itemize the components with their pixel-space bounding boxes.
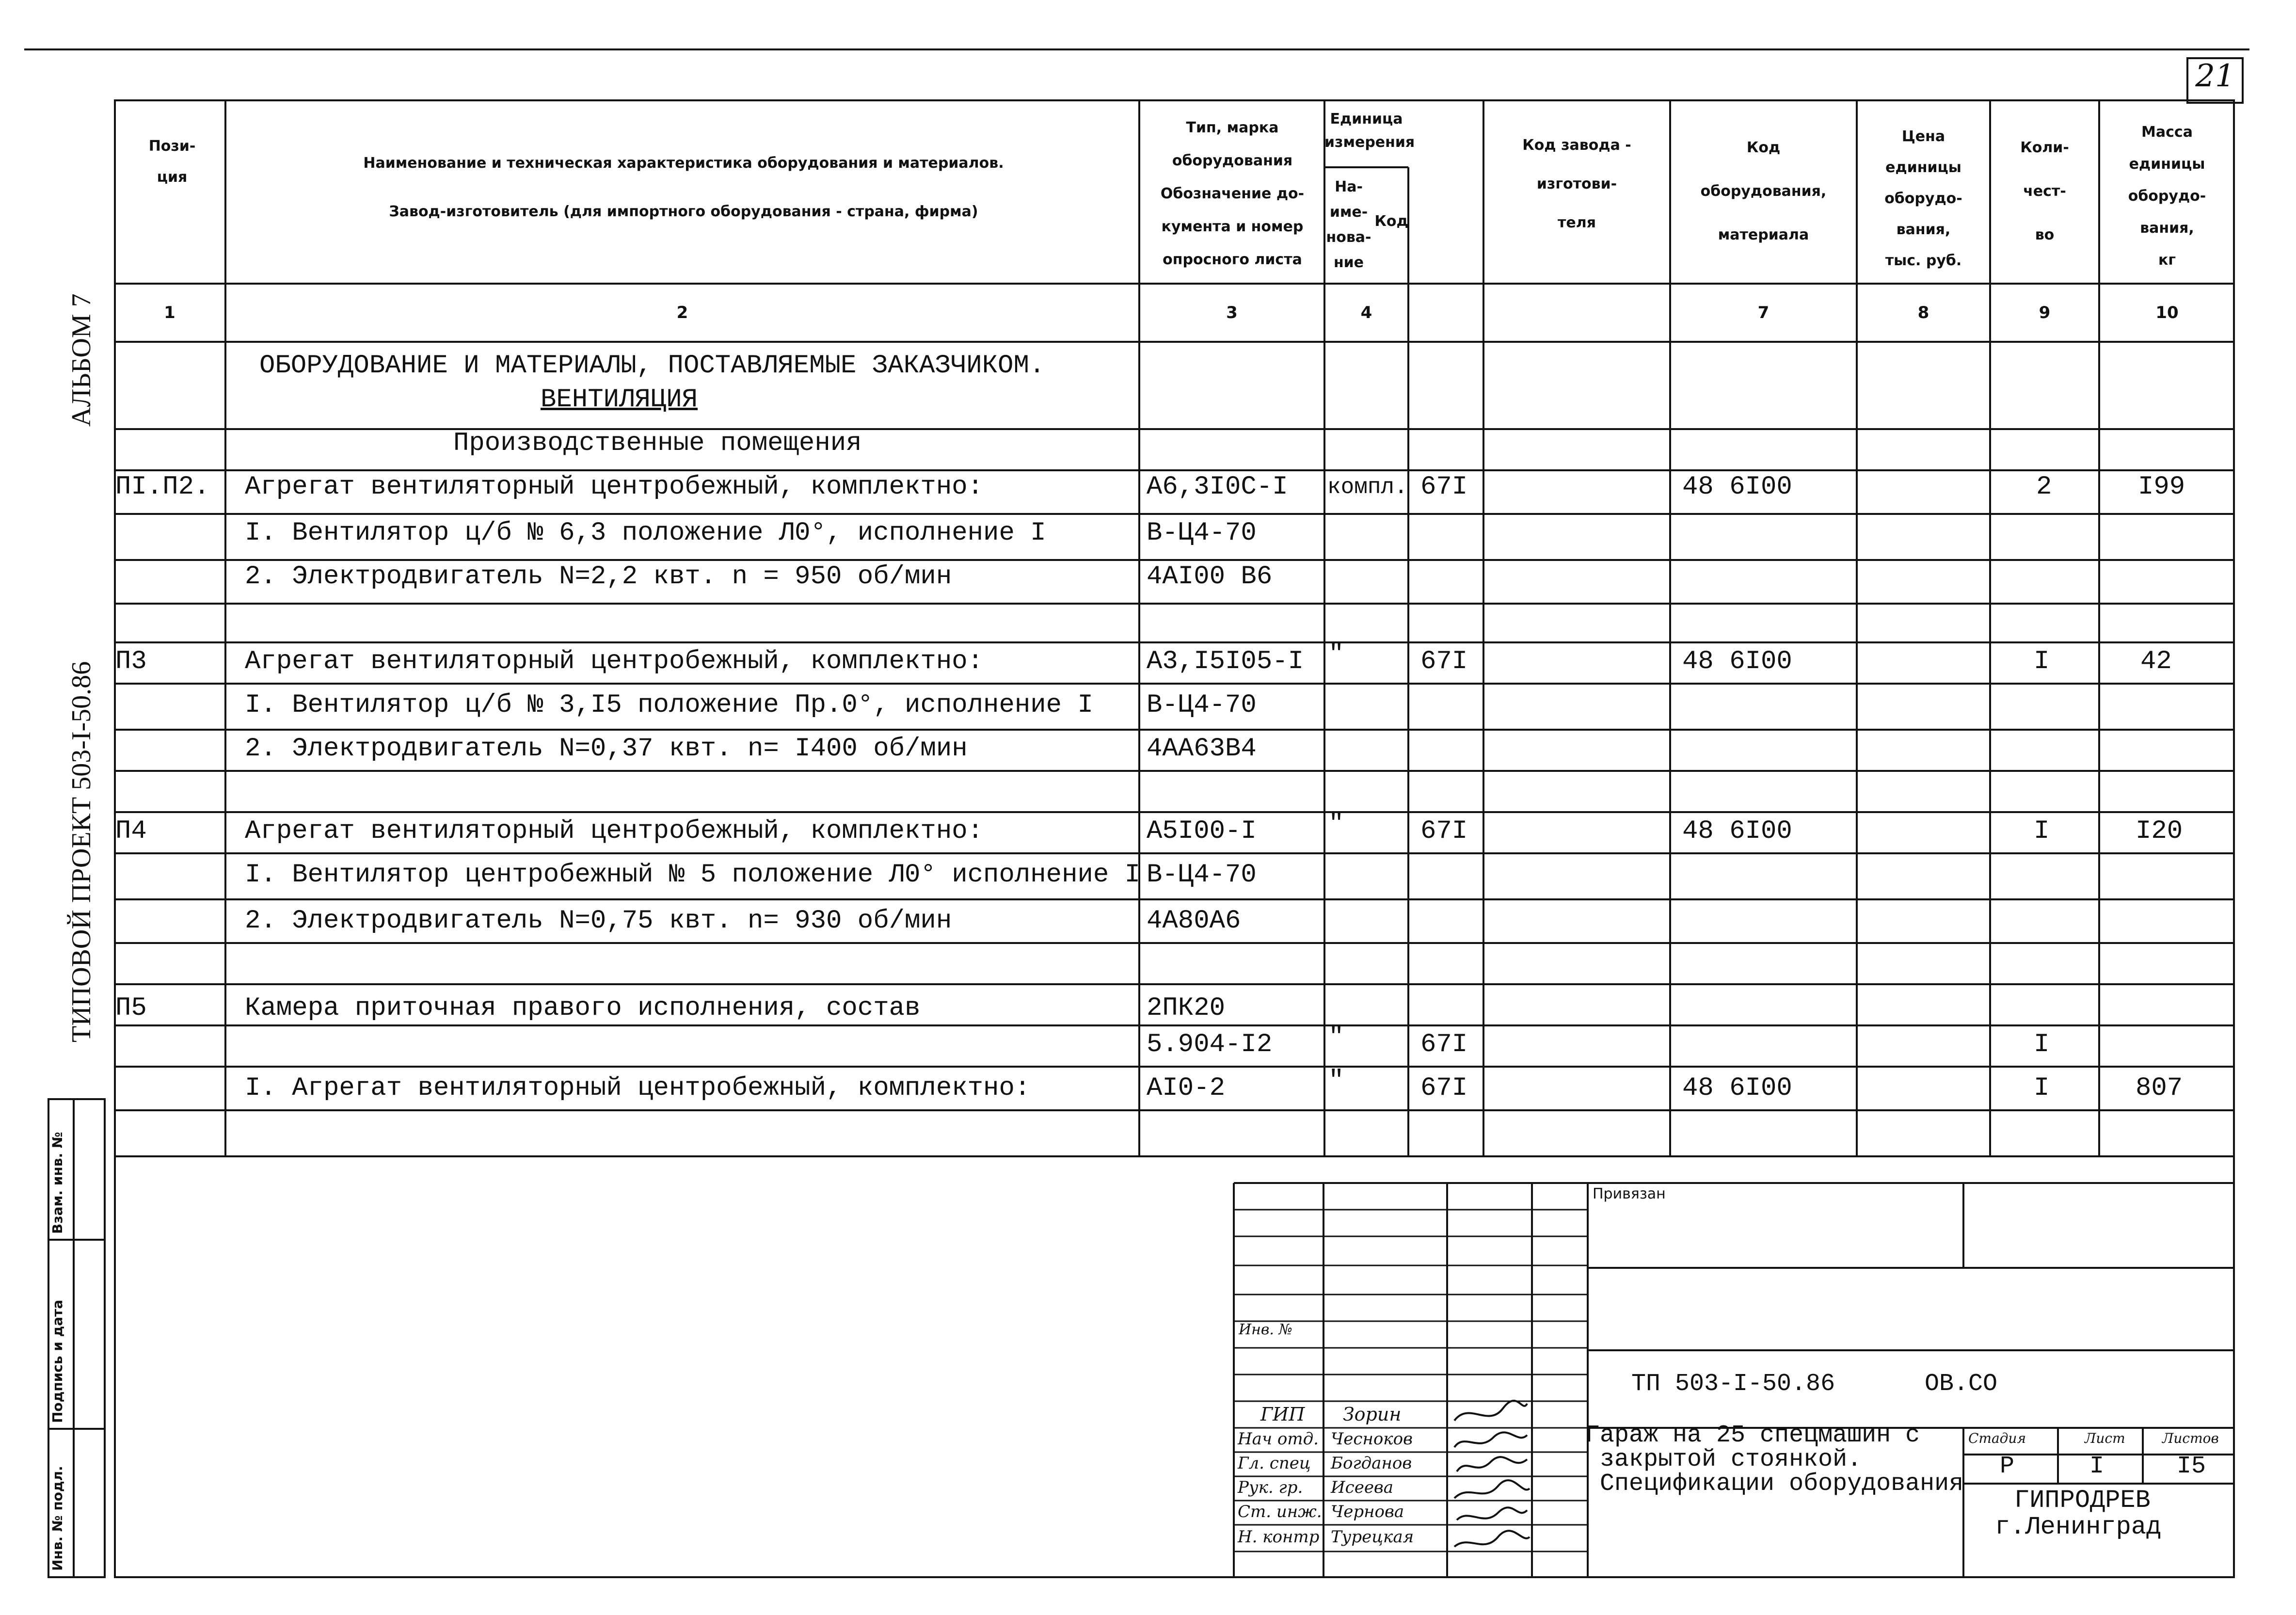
colnum-10: 10 [2155, 303, 2179, 322]
doc-code: ТП 503-I-50.86 [1631, 1370, 1835, 1398]
role-senior-eng: Ст. инж. [1238, 1502, 1322, 1521]
header-qty: Коли- чест- во [2020, 139, 2069, 243]
row-type: В-Ц4-70 [1147, 690, 1257, 720]
row-mass: 42 [2140, 647, 2172, 676]
stage-label: Стадия [1968, 1430, 2026, 1446]
sheets-value: I5 [2177, 1453, 2206, 1480]
project-label: ТИПОВОЙ ПРОЕКТ 503-I-50.86 [66, 661, 96, 1042]
org-city: г.Ленинград [1995, 1513, 2162, 1541]
row-unit-code: 67I [1420, 472, 1468, 502]
row-material-code: 48 6I00 [1682, 647, 1792, 676]
title-line-3: Спецификации оборудования [1600, 1470, 1964, 1498]
row-type: 2ПК20 [1147, 993, 1226, 1023]
row-type: В-Ц4-70 [1147, 518, 1257, 548]
row-name: Агрегат вентиляторный центробежный, комплектно: [245, 647, 984, 676]
row-name: I. Вентилятор ц/б № 3,I5 положение Пр.0°, исполнение I [245, 690, 1093, 720]
name-gip: Зорин [1343, 1404, 1402, 1425]
header-price: Цена единицы оборудо- вания, тыс. руб. [1884, 128, 1962, 269]
row-unit-code: 67I [1420, 816, 1468, 846]
row-type: А3,I5I05-I [1147, 647, 1304, 676]
row-type: А5I00-I [1147, 816, 1257, 846]
role-norm-control: Н. контр [1238, 1527, 1320, 1547]
colnum-9: 9 [2039, 303, 2051, 322]
row-qty: I [2034, 1030, 2050, 1059]
header-unit-name: На- име- нова- ние [1326, 178, 1371, 271]
swap-label: Взам. инв. № [49, 1132, 65, 1234]
album-label: АЛЬБОМ 7 [66, 293, 96, 427]
stage-value: Р [2000, 1453, 2015, 1480]
row-position: П5 [115, 993, 147, 1023]
row-mass: 807 [2136, 1073, 2183, 1103]
row-material-code: 48 6I00 [1682, 816, 1792, 846]
sheet-value: I [2089, 1453, 2105, 1480]
row-position: ПI.П2. [115, 472, 210, 502]
inv-no-label: Инв. № [1239, 1321, 1292, 1338]
row-qty: I [2034, 816, 2050, 846]
row-type: А6,3I0С-I [1147, 472, 1288, 502]
sheet-number: 21 [2195, 58, 2235, 94]
colnum-4: 4 [1360, 303, 1372, 322]
row-unit-code: 67I [1420, 647, 1468, 676]
signatures [1450, 1399, 1532, 1578]
row-unit-code: 67I [1420, 1073, 1468, 1103]
row-mass: I99 [2138, 472, 2185, 502]
row-name: I. Агрегат вентиляторный центробежный, комплектно: [245, 1073, 1031, 1103]
inv-label: Инв. № подл. [49, 1466, 65, 1571]
row-name: 2. Электродвигатель N=0,37 квт. n= I400 об/мин [245, 734, 968, 764]
subsection-title: ВЕНТИЛЯЦИЯ [541, 385, 698, 415]
colnum-1: 1 [164, 303, 175, 322]
row-qty: I [2034, 1073, 2050, 1103]
row-unit: " [1328, 1023, 1344, 1052]
header-name-a: Наименование и техническая характеристика оборудования и материалов. [363, 155, 1004, 172]
row-position: П3 [115, 647, 147, 676]
header-name-b: Завод-изготовитель (для импортного оборудования - страна, фирма) [389, 203, 978, 220]
colnum-3: 3 [1226, 303, 1238, 322]
row-name: 2. Электродвигатель N=2,2 квт. n = 950 об/мин [245, 562, 952, 592]
row-type: 5.904-I2 [1147, 1030, 1273, 1059]
row-unit: " [1328, 1066, 1344, 1096]
name-chief: Богданов [1331, 1454, 1412, 1473]
role-group-lead: Рук. гр. [1238, 1478, 1303, 1497]
group-title: Производственные помещения [453, 429, 862, 458]
role-head: Нач отд. [1238, 1429, 1319, 1449]
row-position: П4 [115, 816, 147, 846]
role-gip: ГИП [1260, 1404, 1305, 1425]
name-senior-eng: Чернова [1331, 1502, 1404, 1521]
title-line-1: Гараж на 25 спецмашин с [1585, 1422, 1920, 1449]
row-type: В-Ц4-70 [1147, 860, 1257, 890]
row-name: Агрегат вентиляторный центробежный, комплектно: [245, 816, 984, 846]
row-mass: I20 [2136, 816, 2183, 846]
attached-label: Привязан [1593, 1185, 1666, 1202]
header-maker-code: Код завода - изготови- теля [1522, 137, 1631, 231]
org-name: ГИПРОДРЕВ [2014, 1486, 2151, 1515]
doc-mark: ОВ.СО [1925, 1370, 1998, 1398]
row-material-code: 48 6I00 [1682, 472, 1792, 502]
section-title: ОБОРУДОВАНИЕ И МАТЕРИАЛЫ, ПОСТАВЛЯЕМЫЕ ЗАКАЗЧИКОМ. [259, 351, 1045, 381]
row-type: 4АI00 В6 [1147, 562, 1273, 592]
header-unit-group: Единица измерения [1324, 111, 1415, 151]
header-type: Тип, марка оборудования Обозначение до- кумента и номер опросного листа [1160, 119, 1305, 268]
colnum-7: 7 [1757, 303, 1770, 322]
header-unit-code: Код [1374, 213, 1408, 230]
header-position: Пози- ция [148, 138, 196, 186]
name-norm-control: Турецкая [1331, 1527, 1414, 1547]
name-head: Чесноков [1331, 1429, 1413, 1449]
row-type: 4А80А6 [1147, 906, 1241, 936]
colnum-8: 8 [1917, 303, 1929, 322]
row-name: Агрегат вентиляторный центробежный, комплектно: [245, 472, 984, 502]
colnum-2: 2 [676, 303, 688, 322]
header-mass: Масса единицы оборудо- вания, кг [2128, 124, 2206, 269]
row-unit-code: 67I [1420, 1030, 1468, 1059]
sign-label: Подпись и дата [49, 1299, 65, 1423]
name-group-lead: Исеева [1331, 1478, 1393, 1497]
header-material-code: Код оборудования, материала [1700, 139, 1827, 243]
row-type: 4АА63В4 [1147, 734, 1257, 764]
row-qty: 2 [2036, 472, 2052, 502]
sheet-label: Лист [2085, 1430, 2125, 1446]
row-type: АI0-2 [1147, 1073, 1226, 1103]
role-chief: Гл. спец [1238, 1454, 1311, 1473]
sheets-label: Листов [2162, 1430, 2219, 1446]
row-qty: I [2034, 647, 2050, 676]
row-unit: " [1328, 809, 1344, 839]
row-name: 2. Электродвигатель N=0,75 квт. n= 930 об/мин [245, 906, 952, 936]
row-unit: компл. [1327, 475, 1408, 500]
row-material-code: 48 6I00 [1682, 1073, 1792, 1103]
row-unit: " [1328, 640, 1344, 669]
title-line-2: закрытой стоянкой. [1600, 1446, 1862, 1473]
row-name: I. Вентилятор ц/б № 6,3 положение Л0°, исполнение I [245, 518, 1046, 548]
row-name: I. Вентилятор центробежный № 5 положение Л0° исполнение I [245, 860, 1141, 890]
row-name: Камера приточная правого исполнения, состав [245, 993, 921, 1023]
